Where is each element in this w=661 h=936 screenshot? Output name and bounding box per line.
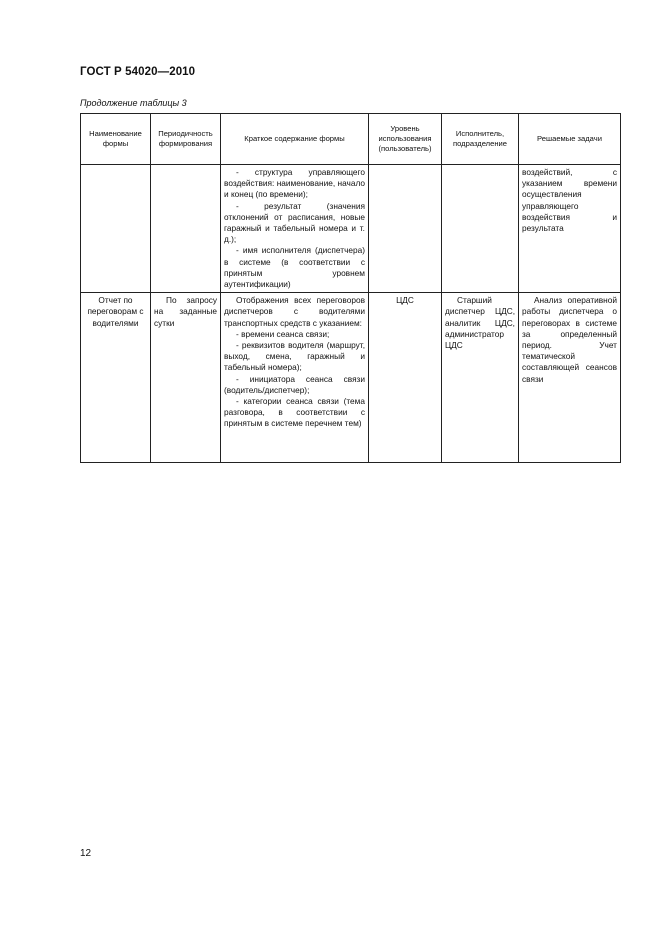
header-form-name: Наименование формы xyxy=(81,114,151,165)
content-line: Отображения всех переговоров диспетчеров с водителями транспортных средств с указанием: xyxy=(224,295,365,328)
cell-executor xyxy=(442,165,519,293)
content-line: - результат (значения отклонений от расписания, новые гаражный и табельный номера и т. д.); xyxy=(224,200,365,245)
cell-tasks: Анализ оперативной работы диспетчера о переговорах в системе за определенный период. Учет тематической составляющей сеансов связи xyxy=(519,293,621,463)
cell-periodicity: По запросу на заданные сутки xyxy=(151,293,221,463)
table-header-row xyxy=(81,114,621,165)
content-line: - инициатора сеанса связи (водитель/диспетчер); xyxy=(224,373,365,395)
table-row xyxy=(81,293,621,463)
cell-tasks: воздействий, с указанием времени осуществления управляющего воздействия и результата xyxy=(519,165,621,293)
table-caption: Продолжение таблицы 3 xyxy=(80,98,187,108)
header-tasks: Решаемые задачи xyxy=(519,114,621,165)
table-row xyxy=(81,165,621,293)
content-line: - структура управляющего воздействия: наименование, начало и конец (по времени); xyxy=(224,167,365,200)
page-number: 12 xyxy=(80,848,92,859)
cell-form-name xyxy=(81,165,151,293)
cell-form-name: Отчет по переговорам с водителями xyxy=(81,293,151,463)
document-title: ГОСТ Р 54020—2010 xyxy=(80,66,196,78)
cell-executor: Старший диспетчер ЦДС, аналитик ЦДС, администратор ЦДС xyxy=(442,293,519,463)
cell-content xyxy=(221,165,369,293)
content-line: - имя исполнителя (диспетчера) в системе (в соответствии с принятым уровнем аутентификации) xyxy=(224,245,365,290)
header-usage-level: Уровень использования (пользователь) xyxy=(369,114,442,165)
forms-table xyxy=(80,113,621,463)
content-line: - реквизитов водителя (маршрут, выход, смена, гаражный и табельный номера); xyxy=(224,340,365,373)
cell-usage-level: ЦДС xyxy=(369,293,442,463)
header-periodicity: Периодичность формирования xyxy=(151,114,221,165)
header-executor: Исполнитель, подразделение xyxy=(442,114,519,165)
cell-periodicity xyxy=(151,165,221,293)
content-line: - времени сеанса связи; xyxy=(236,328,330,339)
header-content: Краткое содержание формы xyxy=(221,114,369,165)
content-line: - категории сеанса связи (тема разговора, в соответствии с принятым в системе перечнем тем) xyxy=(224,396,365,429)
cell-content xyxy=(221,293,369,463)
cell-usage-level xyxy=(369,165,442,293)
